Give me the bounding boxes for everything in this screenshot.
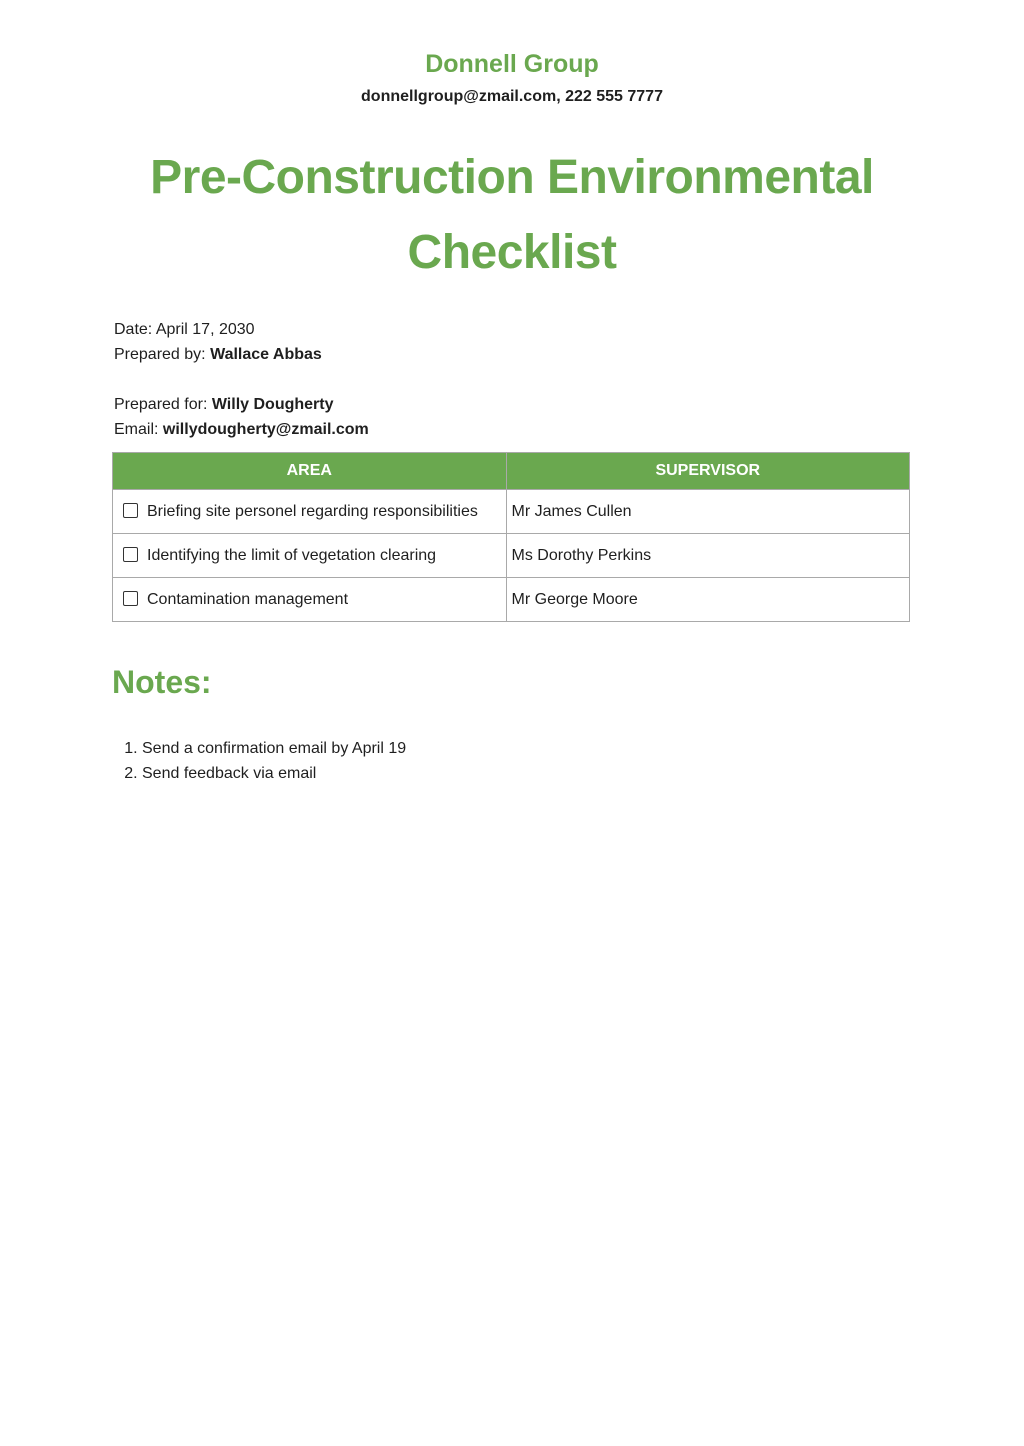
table-row bbox=[113, 578, 910, 622]
checkbox[interactable] bbox=[123, 591, 138, 606]
supervisor-cell: Mr George Moore bbox=[506, 578, 909, 622]
table-row bbox=[113, 490, 910, 534]
prepared-for-line bbox=[114, 392, 333, 417]
checkbox[interactable] bbox=[123, 503, 138, 518]
checkbox[interactable] bbox=[123, 547, 138, 562]
date-label: Date: bbox=[114, 321, 153, 338]
table-row bbox=[113, 534, 910, 578]
date-line bbox=[114, 317, 255, 342]
area-text: Briefing site personel regarding responsibilities bbox=[147, 502, 478, 520]
area-cell bbox=[113, 578, 507, 622]
area-cell bbox=[113, 534, 507, 578]
prepared-by-value: Wallace Abbas bbox=[210, 346, 322, 363]
supervisor-cell: Mr James Cullen bbox=[506, 490, 909, 534]
prepared-for-value: Willy Dougherty bbox=[211, 396, 334, 413]
notes-list bbox=[114, 736, 406, 786]
list-item: 1. Send a confirmation email by April 19 bbox=[142, 736, 406, 761]
checklist-table bbox=[112, 452, 910, 622]
supervisor-column-header: SUPERVISOR bbox=[506, 453, 909, 490]
notes-heading: Notes: bbox=[112, 664, 212, 700]
date-value: April 17, 2030 bbox=[155, 321, 255, 338]
supervisor-cell: Ms Dorothy Perkins bbox=[506, 534, 909, 578]
company-name: Donnell Group bbox=[425, 50, 599, 78]
email-label: Email: bbox=[114, 421, 159, 438]
area-text: Contamination management bbox=[147, 590, 349, 608]
document-title: Pre-Construction Environmental Checklist bbox=[150, 151, 874, 279]
prepared-by-label: Prepared by: bbox=[114, 346, 206, 363]
area-text: Identifying the limit of vegetation clearing bbox=[147, 546, 437, 564]
email-value: willydougherty@zmail.com bbox=[162, 421, 369, 438]
area-column-header: AREA bbox=[113, 453, 507, 490]
table-header-row bbox=[113, 453, 910, 490]
list-item: 2. Send feedback via email bbox=[142, 761, 406, 786]
prepared-for-label: Prepared for: bbox=[114, 396, 208, 413]
email-line bbox=[114, 417, 369, 442]
area-cell bbox=[113, 490, 507, 534]
prepared-by-line bbox=[114, 342, 322, 367]
company-contact: donnellgroup@zmail.com, 222 555 7777 bbox=[361, 88, 663, 105]
